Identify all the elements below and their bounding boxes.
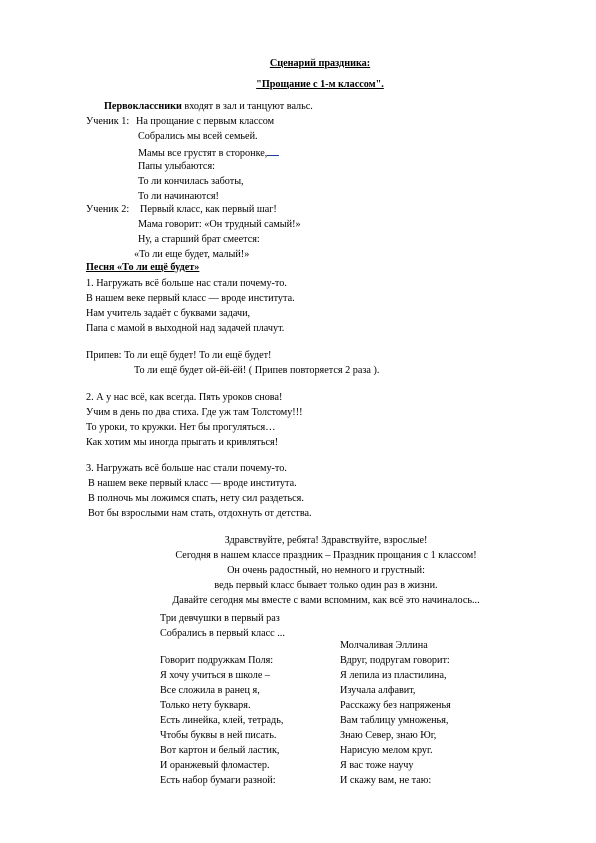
verse-line: Учим в день по два стиха. Где уж там Толстому!!!: [86, 407, 303, 418]
verse-line: 3. Нагружать всё больше нас стали почему-то.: [86, 463, 287, 474]
verse-line: Папа с мамой в выходной над задачей плачут.: [86, 323, 285, 334]
intro-bold: Первоклассники: [104, 101, 182, 112]
right-column-line: Знаю Север, знаю Юг,: [340, 730, 437, 741]
verse-line: 2. А у нас всё, как всегда. Пять уроков снова!: [86, 392, 283, 403]
right-column-line: Расскажу без напряженья: [340, 700, 451, 711]
right-column-line: Изучала алфавит,: [340, 685, 416, 696]
verse-line: Вот бы взрослыми нам стать, отдохнуть от детства.: [88, 508, 312, 519]
student1-line: Мамы все грустят в сторонке,: [138, 146, 279, 160]
address-line: Здравствуйте, ребята! Здравствуйте, взрослые!: [224, 535, 428, 546]
address-line: Он очень радостный, но немного и грустный:: [227, 565, 425, 576]
student2-line: Мама говорит: «Он трудный самый!»: [138, 219, 301, 230]
verse-line: В полночь мы ложимся спать, нету сил раздеться.: [88, 493, 304, 504]
left-column-line: Чтобы буквы в ней писать.: [160, 730, 277, 741]
page-subtitle: "Прощание с 1-м классом".: [256, 79, 384, 90]
left-column-line: Вот картон и белый ластик,: [160, 745, 280, 756]
address-line: Сегодня в нашем классе праздник – Праздник прощания с 1 классом!: [175, 550, 477, 561]
right-column-line: Я вас тоже научу: [340, 760, 414, 771]
left-column-line: Я хочу учиться в школе –: [160, 670, 271, 681]
verse-line: Как хотим мы иногда прыгать и кривляться!: [86, 437, 279, 448]
poem-intro-line: Три девчушки в первый раз: [160, 613, 280, 624]
page-title: Сценарий праздника:: [269, 58, 371, 69]
verse-line: 1. Нагружать всё больше нас стали почему-то.: [86, 278, 287, 289]
student1-line: То ли кончилась заботы,: [138, 176, 244, 187]
song-title: Песня «То ли ещё будет»: [86, 262, 200, 273]
right-column-line: Вдруг, подругам говорит:: [340, 655, 450, 666]
left-column-line: Есть набор бумаги разной:: [160, 775, 276, 786]
right-column-line: Я лепила из пластилина,: [340, 670, 447, 681]
student1-speaker: Ученик 1:: [86, 116, 130, 127]
student1-line: То ли начинаются!: [138, 191, 219, 202]
student1-line: Собрались мы всей семьей.: [138, 131, 258, 142]
intro-rest: входят в зал и танцуют вальс.: [181, 101, 313, 112]
verse-line: В нашем веке первый класс — вроде института.: [88, 478, 297, 489]
right-column-line: И скажу вам, не таю:: [340, 775, 432, 786]
right-column-line: Молчаливая Эллина: [340, 640, 428, 651]
left-column-line: Говорит подружкам Поля:: [160, 655, 274, 666]
address-line: ведь первый класс бывает только один раз в жизни.: [214, 580, 438, 591]
right-column-line: Вам таблицу умноженья,: [340, 715, 449, 726]
student2-line: Ну, а старший брат смеется:: [138, 234, 260, 245]
left-column-line: И оранжевый фломастер.: [160, 760, 270, 771]
left-column-line: Все сложила в ранец я,: [160, 685, 260, 696]
left-column-line: Есть линейка, клей, тетрадь,: [160, 715, 284, 726]
chorus-line: Припев: То ли ещё будет! То ли ещё будет!: [86, 350, 272, 361]
intro-line: [104, 101, 313, 113]
text-cursor-mark: [267, 146, 279, 156]
student2-line: «То ли еще будет, малый!»: [134, 249, 250, 260]
address-line: Давайте сегодня мы вместе с вами вспомним, как всё это начиналось...: [172, 595, 480, 606]
verse-line: То уроки, то кружки. Нет бы прогуляться…: [86, 422, 276, 433]
chorus-line: То ли ещё будет ой-ёй-ёй! ( Припев повторяется 2 раза ).: [134, 365, 380, 376]
student2-speaker: Ученик 2:: [86, 204, 130, 215]
left-column-line: Только нету букваря.: [160, 700, 251, 711]
verse-line: В нашем веке первый класс — вроде института.: [86, 293, 295, 304]
poem-intro-line: Собрались в первый класс ...: [160, 628, 285, 639]
student1-line: На прощание с первым классом: [136, 116, 275, 127]
student2-line: Первый класс, как первый шаг!: [140, 204, 277, 215]
right-column-line: Нарисую мелом круг.: [340, 745, 433, 756]
student1-line: Папы улыбаются:: [138, 161, 215, 172]
verse-line: Нам учитель задаёт с буквами задачи,: [86, 308, 251, 319]
